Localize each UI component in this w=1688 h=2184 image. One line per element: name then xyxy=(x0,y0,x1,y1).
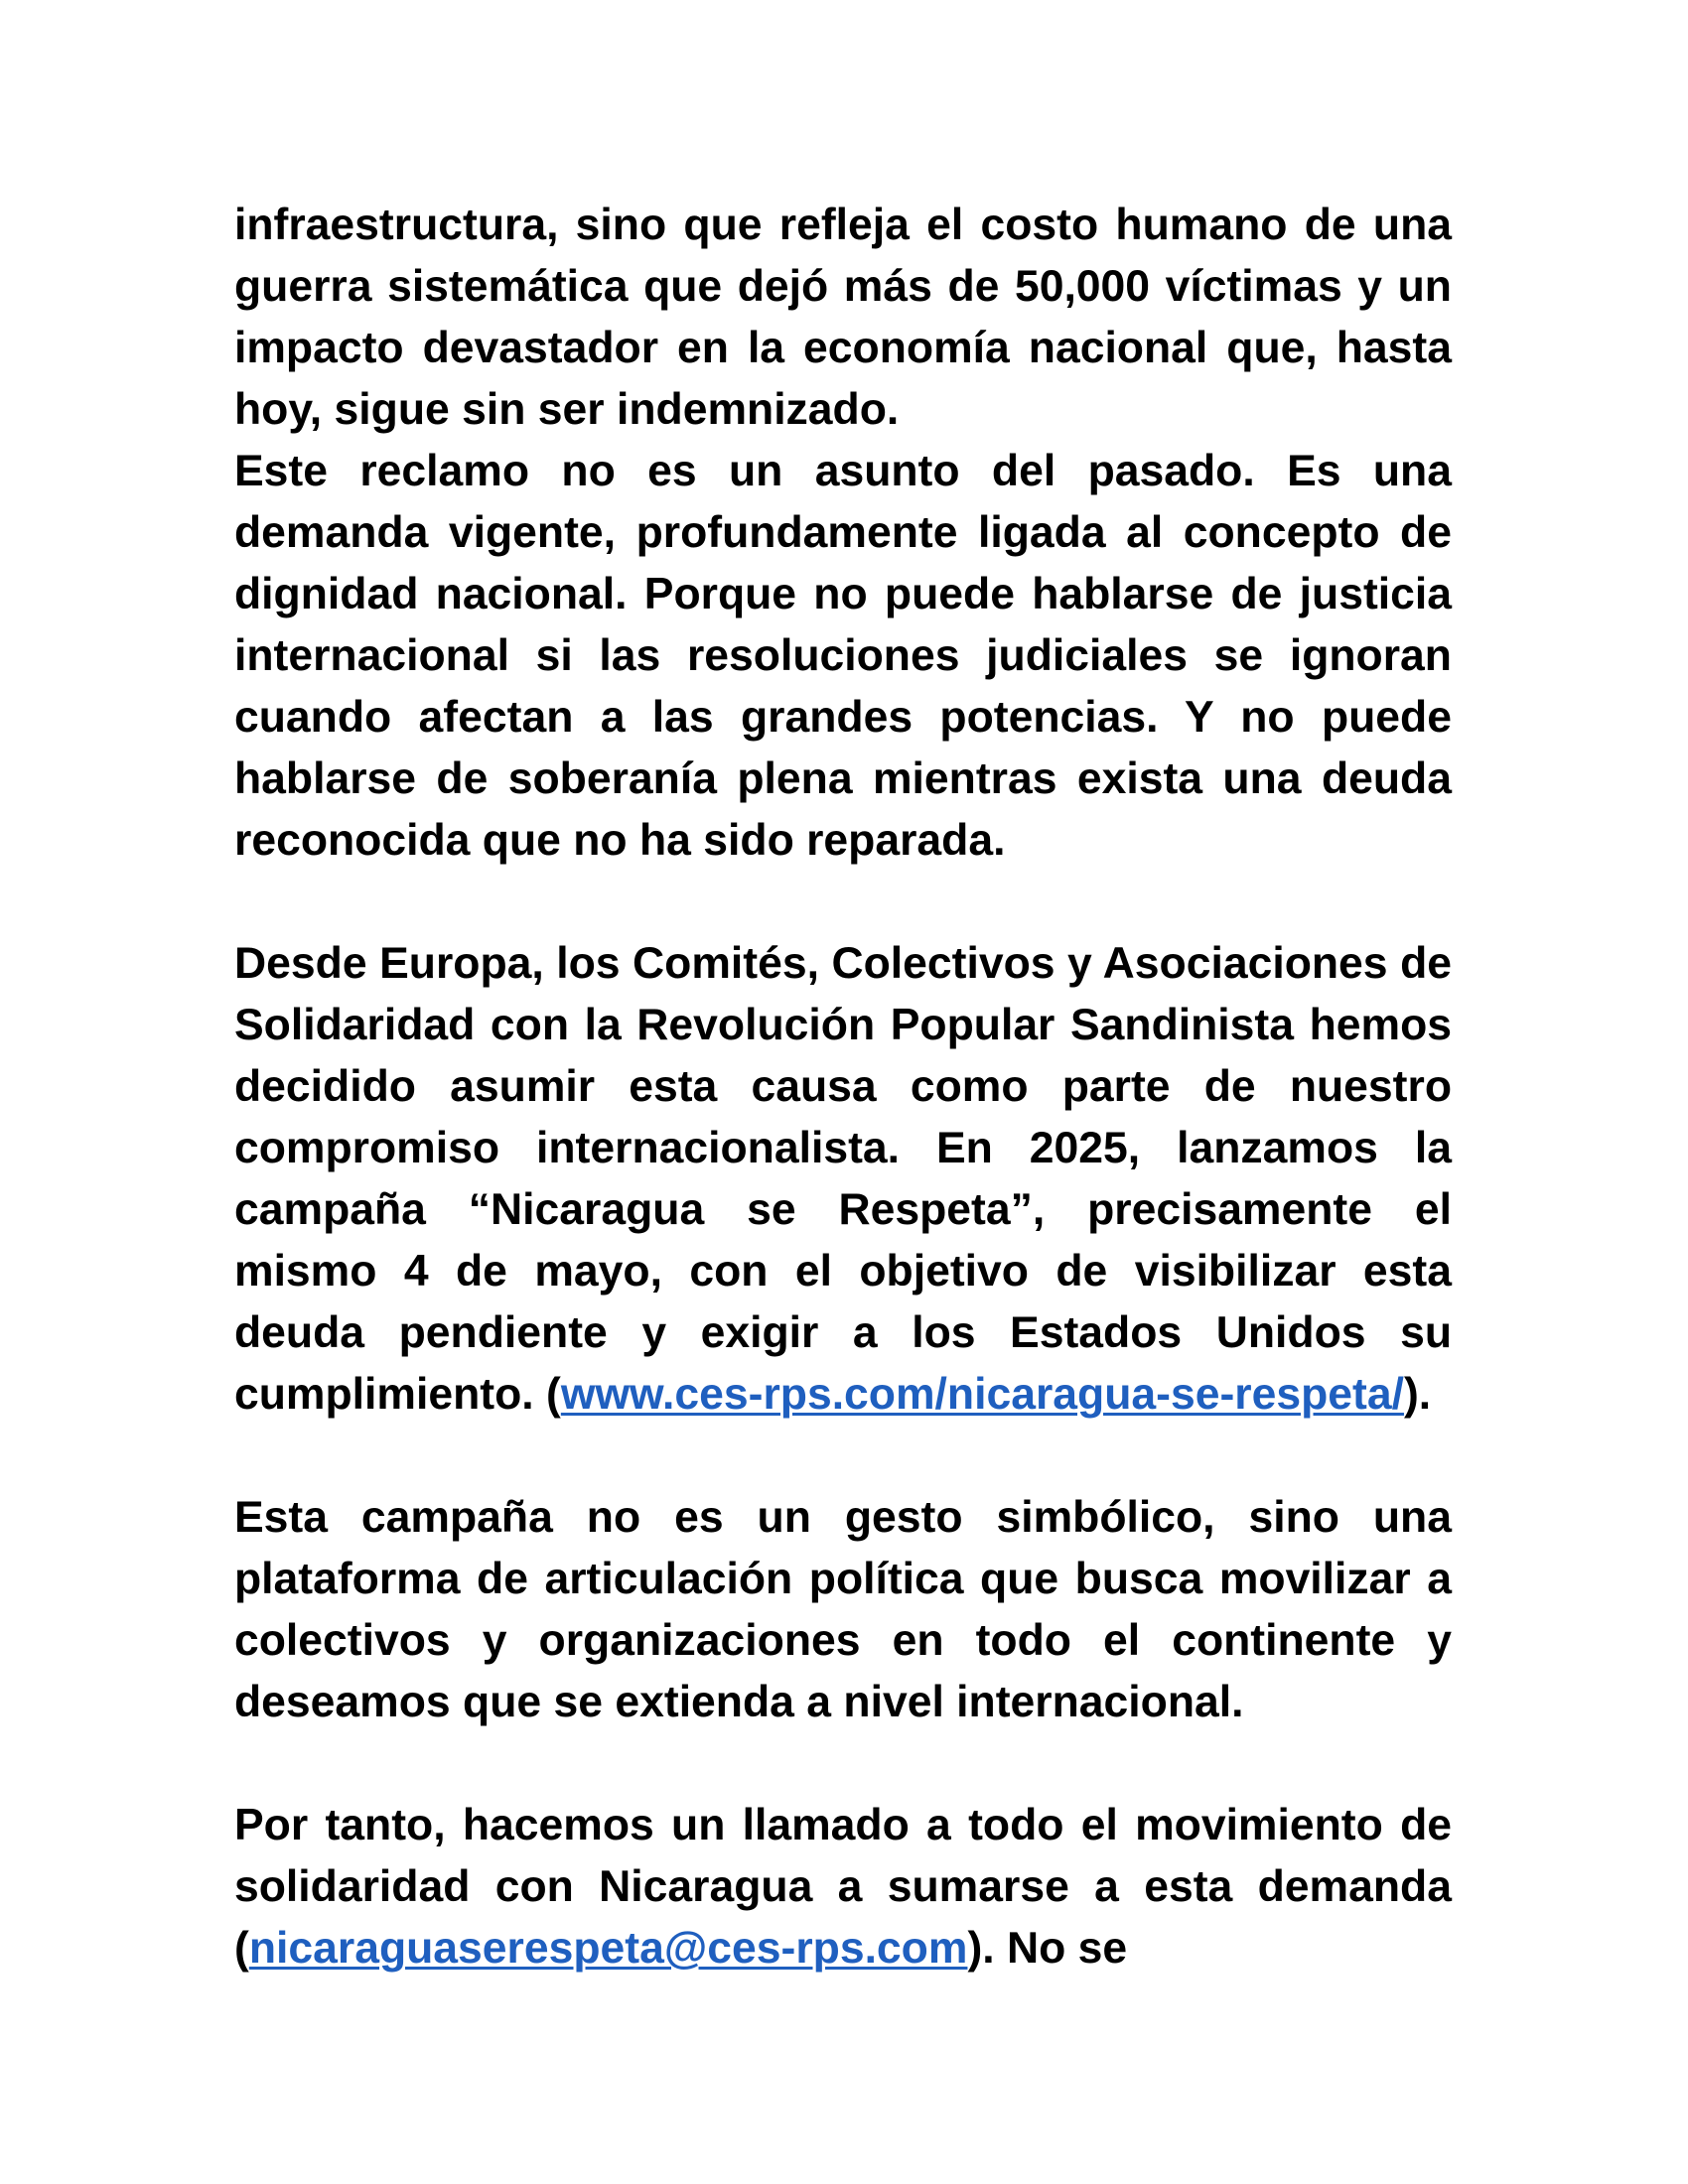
campaign-link[interactable]: www.ces-rps.com/nicaragua-se-respeta/ xyxy=(560,1370,1404,1419)
email-link[interactable]: nicaraguaserespeta@ces-rps.com xyxy=(248,1924,968,1973)
paragraph-5-text: Por tanto, hacemos un llamado a todo el movimiento de solidaridad con Nicaragua a sumarse a esta demanda ( xyxy=(234,1801,1452,1973)
paragraph-gap xyxy=(234,1733,1452,1795)
paragraph-3-text: Desde Europa, los Comités, Colectivos y Asociaciones de Solidaridad con la Revolución Popular Sandinista hemos decidido asumir esta causa como parte de nuestro compromiso internacionalista. En 2025, lanzamos la campaña “Nicaragua se Respeta”, precisamente el mismo 4 de mayo, con el objetivo de visibilizar esta deuda pendiente y exigir a los Estados Unidos su cumplimiento. ( xyxy=(234,939,1452,1419)
paragraph-2: Este reclamo no es un asunto del pasado. Es una demanda vigente, profundamente ligada al concepto de dignidad nacional. Porque no puede hablarse de justicia internacional si las resoluciones judiciales se ignoran cuando afectan a las grandes potencias. Y no puede hablarse de soberanía plena mientras exista una deuda reconocida que no ha sido reparada. xyxy=(234,447,1452,865)
paragraph-1: infraestructura, sino que refleja el costo humano de una guerra sistemática que dejó más de 50,000 víctimas y un impacto devastador en la economía nacional que, hasta hoy, sigue sin ser indemnizado. xyxy=(234,201,1452,434)
paragraph-3 xyxy=(234,933,1452,1426)
paragraph-gap xyxy=(234,1426,1452,1487)
document-body xyxy=(234,195,1452,1979)
paragraph-3-end: ). xyxy=(1403,1370,1432,1419)
paragraph-5-end: ). No se xyxy=(967,1924,1128,1973)
paragraph-gap xyxy=(234,872,1452,933)
paragraph-4: Esta campaña no es un gesto simbólico, sino una plataforma de articulación política que busca movilizar a colectivos y organizaciones en todo el continente y deseamos que se extienda a nivel internacional. xyxy=(234,1493,1452,1726)
paragraph-5 xyxy=(234,1795,1452,1979)
